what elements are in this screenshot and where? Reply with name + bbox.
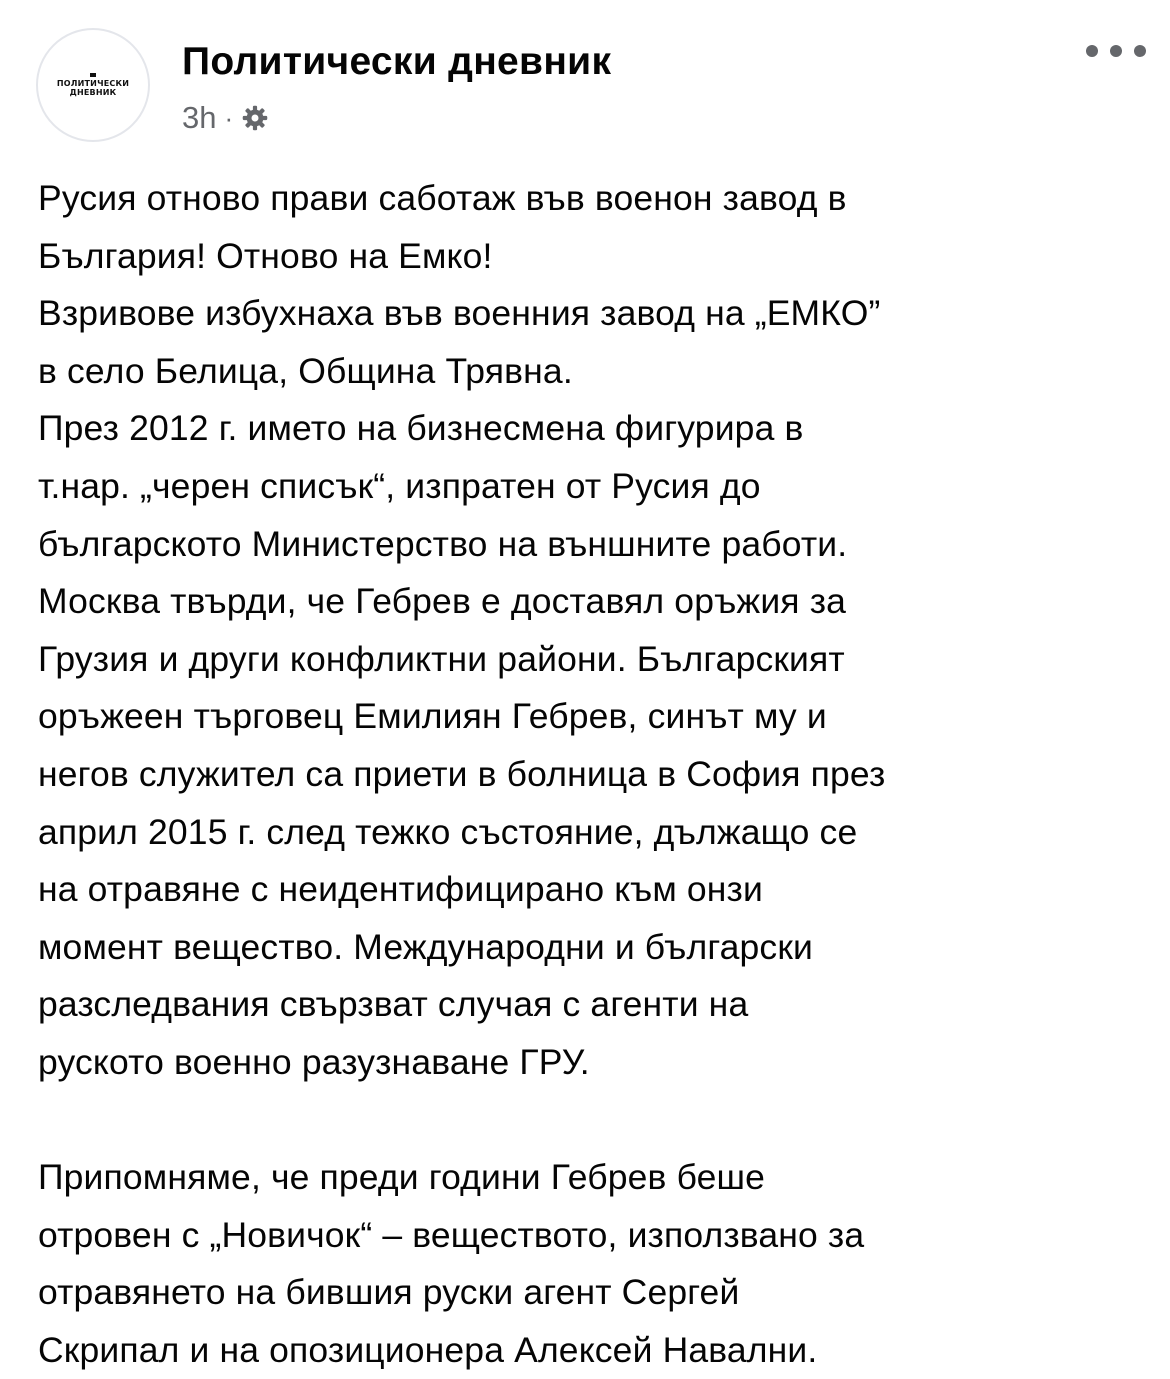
text-line: разследвания свързват случая с агенти на	[38, 984, 749, 1025]
more-horizontal-icon	[1086, 45, 1098, 57]
text-line: т.нар. „черен списък“, изпратен от Русия до	[38, 465, 761, 506]
text-line: Скрипал и на опозиционера Алексей Навални.	[38, 1329, 818, 1370]
page-avatar[interactable]	[36, 28, 150, 142]
more-dot	[1110, 45, 1122, 57]
text-line: момент вещество. Международни и български	[38, 926, 813, 967]
gear-icon[interactable]	[241, 104, 269, 132]
text-line: българското Министерство на външните работи.	[38, 523, 848, 564]
text-line: Грузия и други конфликтни райони. Българският	[38, 638, 845, 679]
post-meta	[182, 98, 269, 138]
post-paragraph-2	[38, 1149, 1138, 1379]
post-paragraph-1	[38, 170, 1138, 1092]
text-line: Москва твърди, че Гебрев е доставял оръжия за	[38, 581, 847, 622]
paragraph-gap	[38, 1092, 1138, 1150]
text-line: Припомняме, че преди години Гебрев беше	[38, 1157, 766, 1198]
avatar-logo-mark	[90, 73, 96, 77]
text-line: април 2015 г. след тежко състояние, дължащо се	[38, 811, 858, 852]
text-line: в село Белица, Община Трявна.	[38, 350, 573, 391]
meta-separator: ·	[224, 103, 234, 133]
avatar-text-line-1: ПОЛИТИЧЕСКИ	[56, 79, 130, 88]
text-line: отравянето на бившия руски агент Сергей	[38, 1272, 740, 1313]
text-line: на отравяне с неидентифицирано към онзи	[38, 869, 763, 910]
page-name-link[interactable]: Политически дневник	[182, 40, 612, 83]
text-line: руското военно разузнаване ГРУ.	[38, 1041, 590, 1082]
text-line: Взривове избухнаха във военния завод на „ЕМКО”	[38, 293, 881, 334]
post-header	[36, 28, 1146, 148]
text-line: През 2012 г. името на бизнесмена фигурира в	[38, 408, 804, 449]
avatar-text-line-2: ДНЕВНИК	[69, 88, 117, 97]
text-line: негов служител са приети в болница в София през	[38, 753, 886, 794]
text-line: отровен с „Новичок“ – веществото, използвано за	[38, 1214, 865, 1255]
post-body	[38, 170, 1138, 1379]
more-dot	[1134, 45, 1146, 57]
text-line: България! Отново на Емко!	[38, 235, 493, 276]
post-timestamp[interactable]: 3h	[182, 100, 217, 135]
text-line: Русия отново прави саботаж във военон завод в	[38, 178, 847, 218]
more-options-button[interactable]	[1086, 36, 1146, 66]
text-line: оръжеен търговец Емилиян Гебрев, синът му и	[38, 696, 827, 737]
